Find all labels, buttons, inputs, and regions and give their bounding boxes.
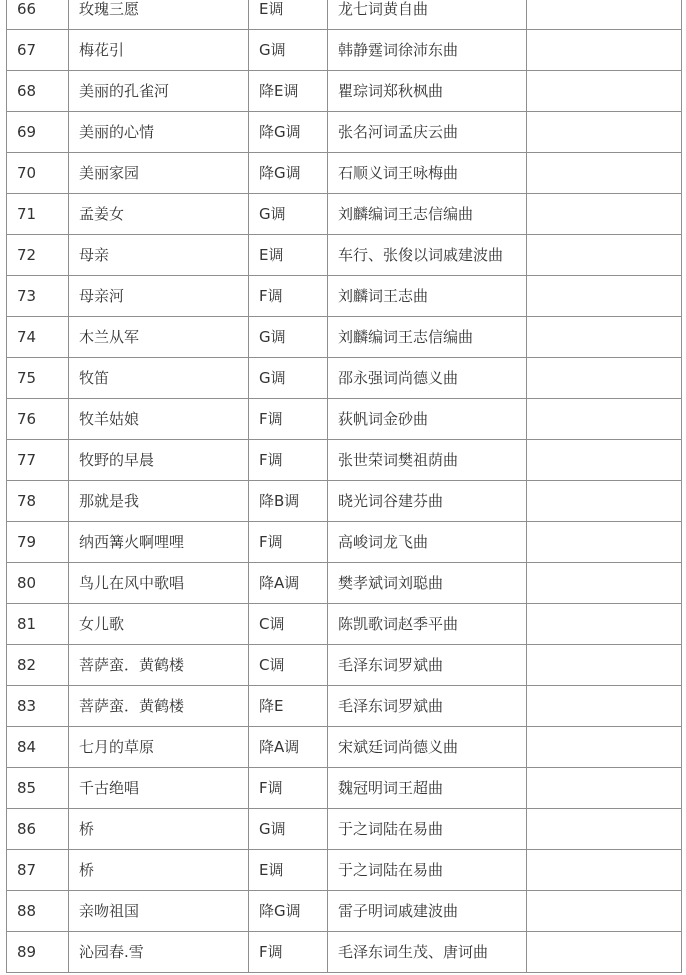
song-key: G调 <box>249 194 328 235</box>
table-row <box>7 0 682 30</box>
song-note <box>527 891 682 932</box>
song-key: E调 <box>249 235 328 276</box>
song-number: 72 <box>7 235 69 276</box>
song-number: 81 <box>7 604 69 645</box>
table-row <box>7 440 682 481</box>
table-row <box>7 932 682 973</box>
song-credits: 晓光词谷建芬曲 <box>328 481 527 522</box>
table-row <box>7 850 682 891</box>
song-credits: 宋斌廷词尚德义曲 <box>328 727 527 768</box>
song-title: 牧野的早晨 <box>69 440 249 481</box>
song-title: 梅花引 <box>69 30 249 71</box>
table-row <box>7 809 682 850</box>
song-credits: 雷子明词戚建波曲 <box>328 891 527 932</box>
table-row <box>7 604 682 645</box>
song-credits: 张世荣词樊祖荫曲 <box>328 440 527 481</box>
song-rows <box>7 0 682 973</box>
song-title: 牧笛 <box>69 358 249 399</box>
table-row <box>7 891 682 932</box>
song-number: 66 <box>7 0 69 30</box>
song-note <box>527 809 682 850</box>
song-note <box>527 932 682 973</box>
song-credits: 邵永强词尚德义曲 <box>328 358 527 399</box>
song-credits: 瞿琮词郑秋枫曲 <box>328 71 527 112</box>
song-note <box>527 153 682 194</box>
song-number: 76 <box>7 399 69 440</box>
song-key: F调 <box>249 276 328 317</box>
song-credits: 于之词陆在易曲 <box>328 809 527 850</box>
song-credits: 刘麟编词王志信编曲 <box>328 317 527 358</box>
song-title: 女儿歌 <box>69 604 249 645</box>
song-credits: 韩静霆词徐沛东曲 <box>328 30 527 71</box>
song-credits: 魏冠明词王超曲 <box>328 768 527 809</box>
song-key: E调 <box>249 850 328 891</box>
song-note <box>527 30 682 71</box>
song-key: F调 <box>249 399 328 440</box>
song-title: 纳西篝火啊哩哩 <box>69 522 249 563</box>
song-number: 70 <box>7 153 69 194</box>
table-row <box>7 645 682 686</box>
song-number: 69 <box>7 112 69 153</box>
song-credits: 张名河词孟庆云曲 <box>328 112 527 153</box>
song-title: 沁园春.雪 <box>69 932 249 973</box>
song-key: F调 <box>249 522 328 563</box>
song-key: F调 <box>249 932 328 973</box>
song-note <box>527 768 682 809</box>
song-number: 71 <box>7 194 69 235</box>
song-credits: 荻帆词金砂曲 <box>328 399 527 440</box>
song-credits: 车行、张俊以词戚建波曲 <box>328 235 527 276</box>
song-credits: 毛泽东词罗斌曲 <box>328 645 527 686</box>
table-row <box>7 563 682 604</box>
song-key: 降G调 <box>249 891 328 932</box>
song-credits: 毛泽东词生茂、唐诃曲 <box>328 932 527 973</box>
table-row <box>7 153 682 194</box>
song-key: F调 <box>249 440 328 481</box>
song-title: 玫瑰三愿 <box>69 0 249 30</box>
table-row <box>7 358 682 399</box>
song-key: 降E <box>249 686 328 727</box>
table-row <box>7 399 682 440</box>
table-row <box>7 481 682 522</box>
table-row <box>7 30 682 71</box>
song-key: E调 <box>249 0 328 30</box>
song-title: 牧羊姑娘 <box>69 399 249 440</box>
song-key: C调 <box>249 645 328 686</box>
song-key: 降E调 <box>249 71 328 112</box>
song-number: 82 <box>7 645 69 686</box>
song-number: 74 <box>7 317 69 358</box>
song-title: 木兰从军 <box>69 317 249 358</box>
song-credits: 石顺义词王咏梅曲 <box>328 153 527 194</box>
song-key: 降A调 <box>249 727 328 768</box>
song-note <box>527 317 682 358</box>
table-row <box>7 276 682 317</box>
song-number: 87 <box>7 850 69 891</box>
song-key: 降G调 <box>249 153 328 194</box>
song-title: 美丽的心情 <box>69 112 249 153</box>
song-credits: 于之词陆在易曲 <box>328 850 527 891</box>
song-title: 母亲河 <box>69 276 249 317</box>
song-note <box>527 276 682 317</box>
song-note <box>527 686 682 727</box>
song-note <box>527 399 682 440</box>
song-note <box>527 604 682 645</box>
song-note <box>527 645 682 686</box>
song-title: 亲吻祖国 <box>69 891 249 932</box>
table-row <box>7 235 682 276</box>
song-number: 80 <box>7 563 69 604</box>
song-title: 母亲 <box>69 235 249 276</box>
song-number: 83 <box>7 686 69 727</box>
song-title: 桥 <box>69 809 249 850</box>
song-note <box>527 71 682 112</box>
song-note <box>527 358 682 399</box>
song-key: C调 <box>249 604 328 645</box>
song-note <box>527 0 682 30</box>
song-note <box>527 850 682 891</box>
song-title: 菩萨蛮．黄鹤楼 <box>69 686 249 727</box>
song-title: 桥 <box>69 850 249 891</box>
table-row <box>7 768 682 809</box>
song-credits: 刘麟编词王志信编曲 <box>328 194 527 235</box>
song-credits: 刘麟词王志曲 <box>328 276 527 317</box>
song-key: G调 <box>249 317 328 358</box>
song-number: 89 <box>7 932 69 973</box>
song-credits: 樊孝斌词刘聪曲 <box>328 563 527 604</box>
song-key: 降A调 <box>249 563 328 604</box>
song-key: 降B调 <box>249 481 328 522</box>
table-row <box>7 112 682 153</box>
song-credits: 高峻词龙飞曲 <box>328 522 527 563</box>
song-title: 七月的草原 <box>69 727 249 768</box>
song-note <box>527 194 682 235</box>
song-list-table-container <box>6 0 681 973</box>
song-key: 降G调 <box>249 112 328 153</box>
song-number: 68 <box>7 71 69 112</box>
song-credits: 龙七词黄自曲 <box>328 0 527 30</box>
table-row <box>7 317 682 358</box>
song-title: 孟姜女 <box>69 194 249 235</box>
song-key: G调 <box>249 358 328 399</box>
song-list-table <box>6 0 682 973</box>
song-number: 85 <box>7 768 69 809</box>
table-row <box>7 522 682 563</box>
table-row <box>7 194 682 235</box>
song-number: 73 <box>7 276 69 317</box>
song-title: 鸟儿在风中歌唱 <box>69 563 249 604</box>
song-note <box>527 481 682 522</box>
song-title: 美丽家园 <box>69 153 249 194</box>
table-row <box>7 71 682 112</box>
song-key: F调 <box>249 768 328 809</box>
song-note <box>527 727 682 768</box>
table-row <box>7 727 682 768</box>
song-key: G调 <box>249 30 328 71</box>
song-note <box>527 235 682 276</box>
song-number: 84 <box>7 727 69 768</box>
song-title: 美丽的孔雀河 <box>69 71 249 112</box>
song-number: 79 <box>7 522 69 563</box>
song-title: 千古绝唱 <box>69 768 249 809</box>
song-credits: 陈凯歌词赵季平曲 <box>328 604 527 645</box>
song-number: 77 <box>7 440 69 481</box>
song-note <box>527 522 682 563</box>
song-title: 菩萨蛮．黄鹤楼 <box>69 645 249 686</box>
table-row <box>7 686 682 727</box>
song-credits: 毛泽东词罗斌曲 <box>328 686 527 727</box>
song-number: 86 <box>7 809 69 850</box>
song-key: G调 <box>249 809 328 850</box>
song-note <box>527 563 682 604</box>
song-number: 78 <box>7 481 69 522</box>
song-number: 88 <box>7 891 69 932</box>
song-number: 67 <box>7 30 69 71</box>
song-note <box>527 112 682 153</box>
song-title: 那就是我 <box>69 481 249 522</box>
song-number: 75 <box>7 358 69 399</box>
song-note <box>527 440 682 481</box>
